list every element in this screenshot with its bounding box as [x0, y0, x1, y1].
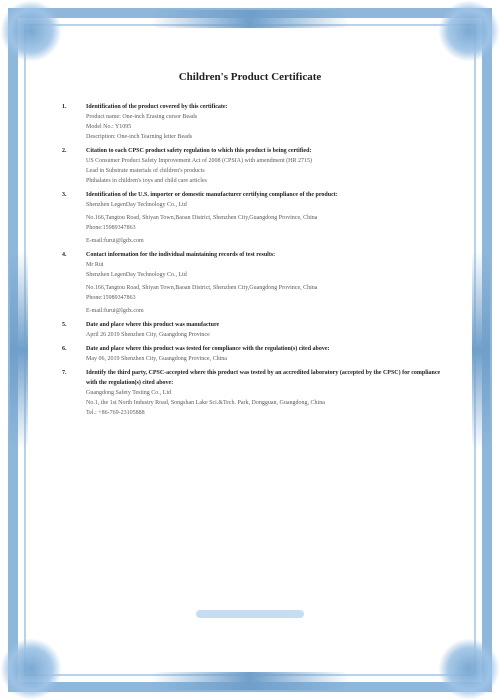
section-item — [62, 250, 447, 316]
section-number: 1. — [62, 104, 67, 110]
section-body — [86, 320, 447, 340]
section-body — [86, 344, 447, 364]
section-line: May 06, 2019 Shenzhen City, Guangdong Province, China — [86, 356, 227, 362]
section-heading: Date and place where this product was manufacture — [86, 322, 220, 328]
corner-ornament — [0, 0, 62, 62]
section-item — [62, 368, 447, 418]
edge-ornament — [10, 250, 28, 450]
section-number: 3. — [62, 192, 67, 198]
corner-ornament — [438, 0, 500, 62]
section-body — [86, 102, 447, 142]
section-line: Product name: One-inch Erasing cursor Beads — [86, 114, 198, 120]
section-line: April 26 2019 Shenzhen City, Guangdong Province — [86, 332, 210, 338]
section-number: 2. — [62, 148, 67, 154]
section-item — [62, 102, 447, 142]
section-heading: Date and place where this product was tested for compliance with the regulation(s) cited above: — [86, 346, 330, 352]
section-line: US Consumer Product Safety Improvement Act of 2008 (CPSIA) with amendment (HR 2715) — [86, 158, 312, 164]
corner-ornament — [438, 638, 500, 700]
section-item — [62, 146, 447, 186]
section-number: 6. — [62, 346, 67, 352]
section-line: Shenzhen LegenDay Technology Co., Ltd — [86, 272, 187, 278]
section-line: Guangdong Safety Testing Co., Ltd — [86, 390, 172, 396]
section-body — [86, 250, 447, 316]
section-body — [86, 368, 447, 418]
section-line: No.166,Tangtou Road, Shiyan Town,Baoan District, Shenzhen City,Guangdong Province, China — [86, 285, 318, 291]
section-item — [62, 190, 447, 246]
edge-ornament — [150, 672, 350, 690]
section-heading: Identification of the U.S. importer or domestic manufacturer certifying compliance of the product: — [86, 192, 338, 198]
section-line: Model No.: Y1095 — [86, 124, 132, 130]
section-line: Phone:15989347863 — [86, 295, 136, 301]
edge-ornament — [472, 250, 490, 450]
section-line: No.166,Tangtou Road, Shiyan Town,Baoan District, Shenzhen City,Guangdong Province, China — [86, 215, 318, 221]
section-line: Mr Rui — [86, 262, 104, 268]
section-line: No.1, the 1st North Industry Road, Songshan Lake Sci.&Tech. Park, Dongguan, Guangdong, China — [86, 400, 325, 406]
section-heading: Citation to each CPSC product safety regulation to which this product is being certified: — [86, 148, 312, 154]
section-item — [62, 320, 447, 340]
certificate-content — [62, 102, 447, 422]
bottom-ornament — [196, 610, 304, 618]
section-number: 4. — [62, 252, 67, 258]
section-number: 5. — [62, 322, 67, 328]
section-line: Phthalates in children's toys and child care articles — [86, 178, 207, 184]
section-heading: Identify the third party, CPSC-accepted where this product was tested by an accredited laboratory (accepted by the CPSC) for compliance with the regulation(s) cited above: — [86, 370, 441, 386]
section-line: Description: One-inch Tearning letter Beads — [86, 134, 193, 140]
corner-ornament — [0, 638, 62, 700]
section-item — [62, 344, 447, 364]
section-body — [86, 190, 447, 246]
section-number: 7. — [62, 370, 67, 376]
section-line: Tel.: +86-769-23105888 — [86, 410, 145, 416]
section-line: Phone:15989347863 — [86, 225, 136, 231]
section-heading: Identification of the product covered by this certificate: — [86, 104, 228, 110]
section-line: Shenzhen LegenDay Technology Co., Ltd — [86, 202, 187, 208]
section-body — [86, 146, 447, 186]
section-line: E-mail:furui@lgdx.com — [86, 238, 144, 244]
edge-ornament — [150, 10, 350, 28]
page-title: Children's Product Certificate — [178, 71, 322, 83]
section-line: E-mail:furui@lgdx.com — [86, 308, 144, 314]
section-line: Lead in Substrate materials of children's products — [86, 168, 205, 174]
section-heading: Contact information for the individual maintaining records of test results: — [86, 252, 276, 258]
